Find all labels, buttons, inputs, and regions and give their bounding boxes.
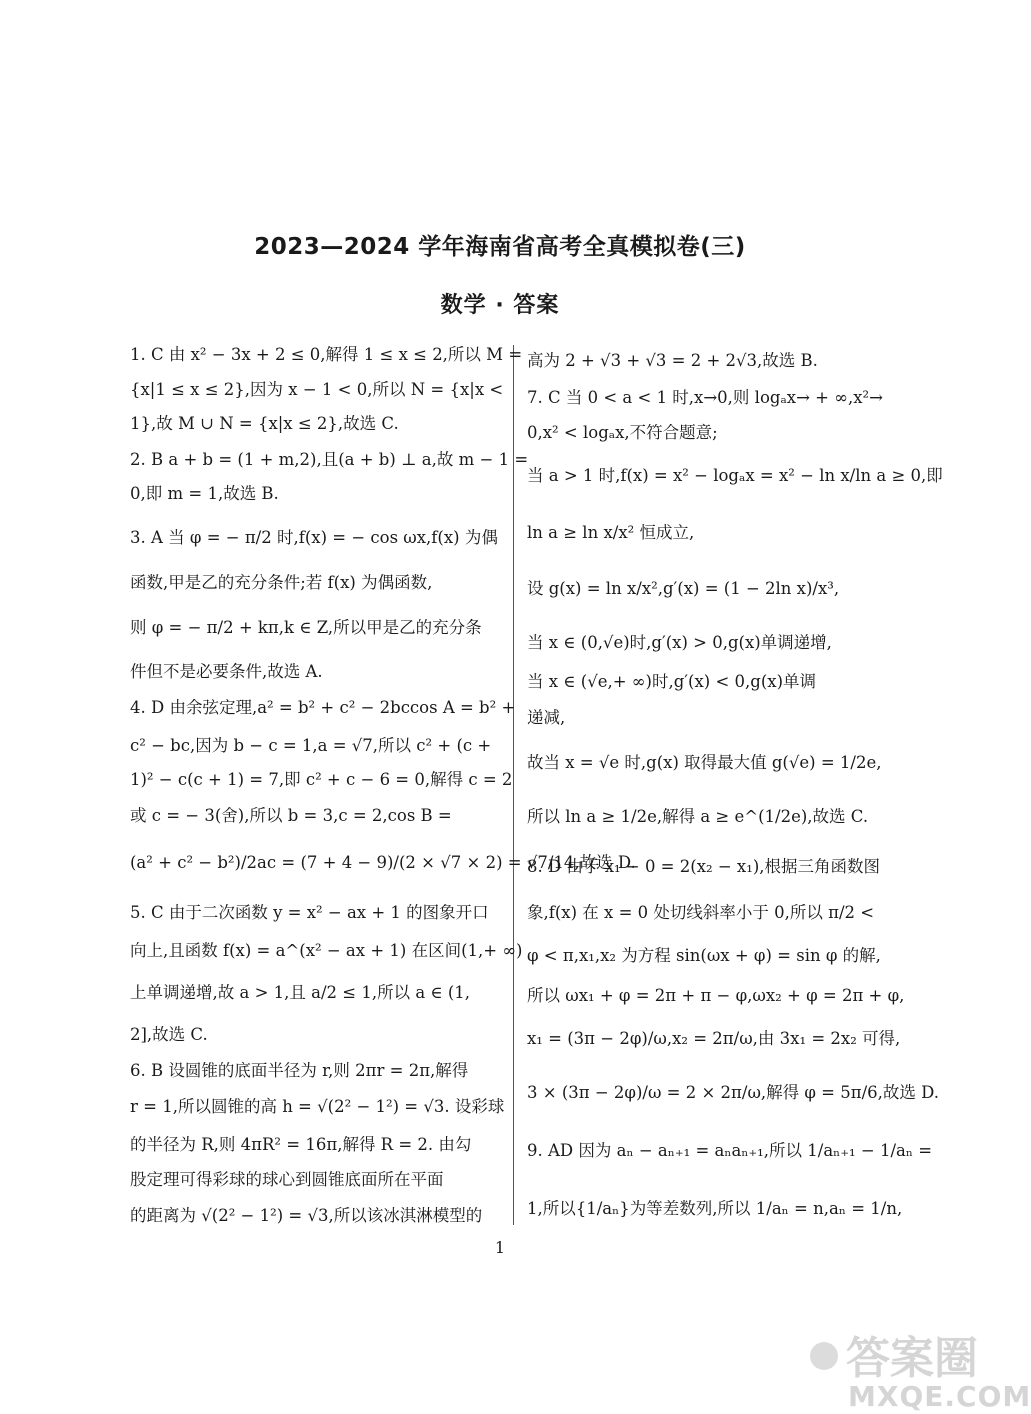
answer-line: 设 g(x) = ln x/x²,g′(x) = (1 − 2ln x)/x³, bbox=[527, 579, 840, 598]
answer-line: 0,即 m = 1,故选 B. bbox=[130, 484, 279, 503]
answer-line: 2],故选 C. bbox=[130, 1025, 208, 1044]
answer-line: 2. B a + b = (1 + m,2),且(a + b) ⊥ a,故 m − 1 = bbox=[130, 450, 529, 469]
answer-line: 0,x² < logₐx,不符合题意; bbox=[527, 423, 718, 442]
answer-line: 件但不是必要条件,故选 A. bbox=[130, 662, 323, 681]
answer-line: 当 x ∈ (0,√e)时,g′(x) > 0,g(x)单调递增, bbox=[527, 633, 832, 652]
answer-line: 的距离为 √(2² − 1²) = √3,所以该冰淇淋模型的 bbox=[130, 1206, 483, 1225]
answer-line: 9. AD 因为 aₙ − aₙ₊₁ = aₙaₙ₊₁,所以 1/aₙ₊₁ − 1/aₙ = bbox=[527, 1141, 933, 1160]
answer-line: 函数,甲是乙的充分条件;若 f(x) 为偶函数, bbox=[130, 573, 433, 592]
answer-line: 1)² − c(c + 1) = 7,即 c² + c − 6 = 0,解得 c = 2 bbox=[130, 770, 513, 789]
answer-line: 故当 x = √e 时,g(x) 取得最大值 g(√e) = 1/2e, bbox=[527, 753, 882, 772]
watermark-logo bbox=[810, 1318, 1031, 1414]
answer-line: 递减, bbox=[527, 708, 566, 727]
watermark-domain: MXQE.COM bbox=[848, 1380, 1031, 1413]
answer-line: 3. A 当 φ = − π/2 时,f(x) = − cos ωx,f(x) 为偶 bbox=[130, 528, 498, 547]
column-divider bbox=[513, 345, 514, 1225]
answer-line: 6. B 设圆锥的底面半径为 r,则 2πr = 2π,解得 bbox=[130, 1061, 469, 1080]
watermark-text: 答案圈 bbox=[846, 1333, 978, 1384]
answer-line: {x|1 ≤ x ≤ 2},因为 x − 1 < 0,所以 N = {x|x < bbox=[130, 380, 504, 399]
answer-line: 当 a > 1 时,f(x) = x² − logₐx = x² − ln x/ln a ≥ 0,即 bbox=[527, 466, 943, 485]
answer-line: 的半径为 R,则 4πR² = 16π,解得 R = 2. 由勾 bbox=[130, 1135, 472, 1154]
answer-line: r = 1,所以圆锥的高 h = √(2² − 1²) = √3. 设彩球 bbox=[130, 1097, 505, 1116]
answer-line: c² − bc,因为 b − c = 1,a = √7,所以 c² + (c + bbox=[130, 736, 492, 755]
answer-line: 或 c = − 3(舍),所以 b = 3,c = 2,cos B = bbox=[130, 806, 452, 825]
answer-line: x₁ = (3π − 2φ)/ω,x₂ = 2π/ω,由 3x₁ = 2x₂ 可得, bbox=[527, 1029, 901, 1048]
document-subtitle: 数学 · 答案 bbox=[440, 293, 560, 318]
answer-line: 向上,且函数 f(x) = a^(x² − ax + 1) 在区间(1,+ ∞) bbox=[130, 941, 523, 960]
answer-line: 1,所以{1/aₙ}为等差数列,所以 1/aₙ = n,aₙ = 1/n, bbox=[527, 1199, 903, 1218]
answer-line: 1},故 M ∪ N = {x|x ≤ 2},故选 C. bbox=[130, 414, 399, 433]
answer-line: (a² + c² − b²)/2ac = (7 + 4 − 9)/(2 × √7 × 2) = √7/14,故选 D. bbox=[130, 853, 636, 872]
answer-line: 股定理可得彩球的球心到圆锥底面所在平面 bbox=[130, 1170, 444, 1189]
answer-line: 所以 ln a ≥ 1/2e,解得 a ≥ e^(1/2e),故选 C. bbox=[527, 807, 869, 826]
answer-line: φ < π,x₁,x₂ 为方程 sin(ωx + φ) = sin φ 的解, bbox=[527, 946, 881, 965]
answer-line: 7. C 当 0 < a < 1 时,x→0,则 logₐx→ + ∞,x²→ bbox=[527, 388, 883, 407]
answer-line: 象,f(x) 在 x = 0 处切线斜率小于 0,所以 π/2 < bbox=[527, 903, 875, 922]
answer-line: 上单调递增,故 a > 1,且 a/2 ≤ 1,所以 a ∈ (1, bbox=[130, 983, 471, 1002]
answer-line: 所以 ωx₁ + φ = 2π + π − φ,ωx₂ + φ = 2π + φ, bbox=[527, 986, 905, 1005]
answer-line: 5. C 由于二次函数 y = x² − ax + 1 的图象开口 bbox=[130, 903, 489, 922]
answer-line: 则 φ = − π/2 + kπ,k ∈ Z,所以甲是乙的充分条 bbox=[130, 618, 482, 637]
answer-line: 高为 2 + √3 + √3 = 2 + 2√3,故选 B. bbox=[527, 351, 818, 370]
page-number: 1 bbox=[494, 1238, 506, 1257]
document-title: 2023—2024 学年海南省高考全真模拟卷(三) bbox=[254, 234, 746, 260]
answer-line: 4. D 由余弦定理,a² = b² + c² − 2bccos A = b² + bbox=[130, 698, 516, 717]
answer-line: 8. D 由于 x₁ − 0 = 2(x₂ − x₁),根据三角函数图 bbox=[527, 857, 881, 876]
answer-line: 1. C 由 x² − 3x + 2 ≤ 0,解得 1 ≤ x ≤ 2,所以 M = bbox=[130, 345, 523, 364]
answer-line: ln a ≥ ln x/x² 恒成立, bbox=[527, 523, 695, 542]
wechat-icon bbox=[810, 1342, 838, 1370]
answer-line: 3 × (3π − 2φ)/ω = 2 × 2π/ω,解得 φ = 5π/6,故选 D. bbox=[527, 1083, 940, 1102]
answer-line: 当 x ∈ (√e,+ ∞)时,g′(x) < 0,g(x)单调 bbox=[527, 672, 816, 691]
